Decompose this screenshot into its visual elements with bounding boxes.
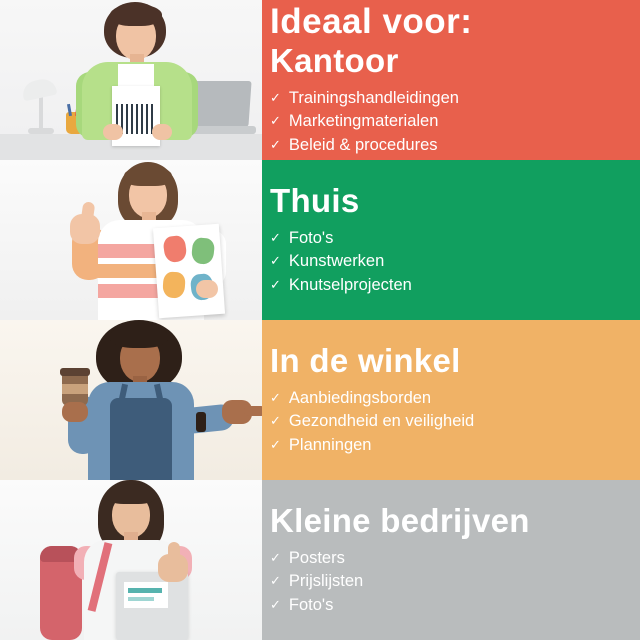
check-icon: ✓ — [270, 573, 281, 589]
band-kleine-bedrijven — [0, 480, 640, 640]
list-in-de-winkel — [270, 387, 628, 457]
list-item — [270, 110, 628, 133]
band-thuis — [0, 160, 640, 320]
list-item — [270, 594, 628, 617]
list-item-label: Beleid & procedures — [288, 135, 438, 154]
page-title: Ideaal voor: — [270, 2, 473, 41]
heading-in-de-winkel: In de winkel — [270, 341, 461, 379]
heading-kantoor: Kantoor — [270, 41, 399, 79]
photo-kantoor — [0, 0, 262, 160]
heading-kleine-bedrijven: Kleine bedrijven — [270, 501, 530, 539]
list-item — [270, 227, 628, 250]
photo-kleine-bedrijven — [0, 480, 262, 640]
band-in-de-winkel — [0, 320, 640, 480]
list-item-label: Aanbiedingsborden — [288, 389, 432, 408]
photo-in-de-winkel — [0, 320, 262, 480]
list-thuis — [270, 227, 628, 297]
check-icon: ✓ — [270, 276, 281, 292]
list-item-label: Posters — [288, 549, 345, 568]
list-item — [270, 387, 628, 410]
list-item — [270, 434, 628, 457]
check-icon: ✓ — [270, 436, 281, 452]
list-item — [270, 570, 628, 593]
check-icon: ✓ — [270, 390, 281, 406]
text-thuis — [262, 160, 640, 320]
text-kantoor — [262, 0, 640, 160]
list-item-label: Gezondheid en veiligheid — [288, 412, 475, 431]
list-item-label: Planningen — [288, 435, 372, 454]
text-kleine-bedrijven — [262, 480, 640, 640]
check-icon: ✓ — [270, 90, 281, 106]
list-item — [270, 87, 628, 110]
list-item-label: Foto's — [288, 595, 334, 614]
check-icon: ✓ — [270, 113, 281, 129]
list-item-label: Knutselprojecten — [288, 275, 412, 294]
check-icon: ✓ — [270, 550, 281, 566]
list-item-label: Kunstwerken — [288, 252, 385, 271]
heading-thuis: Thuis — [270, 181, 360, 219]
check-icon: ✓ — [270, 136, 281, 152]
check-icon: ✓ — [270, 253, 281, 269]
list-item-label: Prijslijsten — [288, 572, 364, 591]
band-kantoor — [0, 0, 640, 160]
list-item-label: Trainingshandleidingen — [288, 89, 459, 108]
list-item-label: Marketingmaterialen — [288, 112, 439, 131]
list-item — [270, 547, 628, 570]
check-icon: ✓ — [270, 230, 281, 246]
check-icon: ✓ — [270, 413, 281, 429]
check-icon: ✓ — [270, 596, 281, 612]
photo-thuis — [0, 160, 262, 320]
list-item — [270, 250, 628, 273]
list-item — [270, 410, 628, 433]
text-in-de-winkel — [262, 320, 640, 480]
list-kleine-bedrijven — [270, 547, 628, 617]
list-kantoor — [270, 87, 628, 157]
list-item-label: Foto's — [288, 229, 334, 248]
list-item — [270, 274, 628, 297]
list-item — [270, 134, 628, 157]
